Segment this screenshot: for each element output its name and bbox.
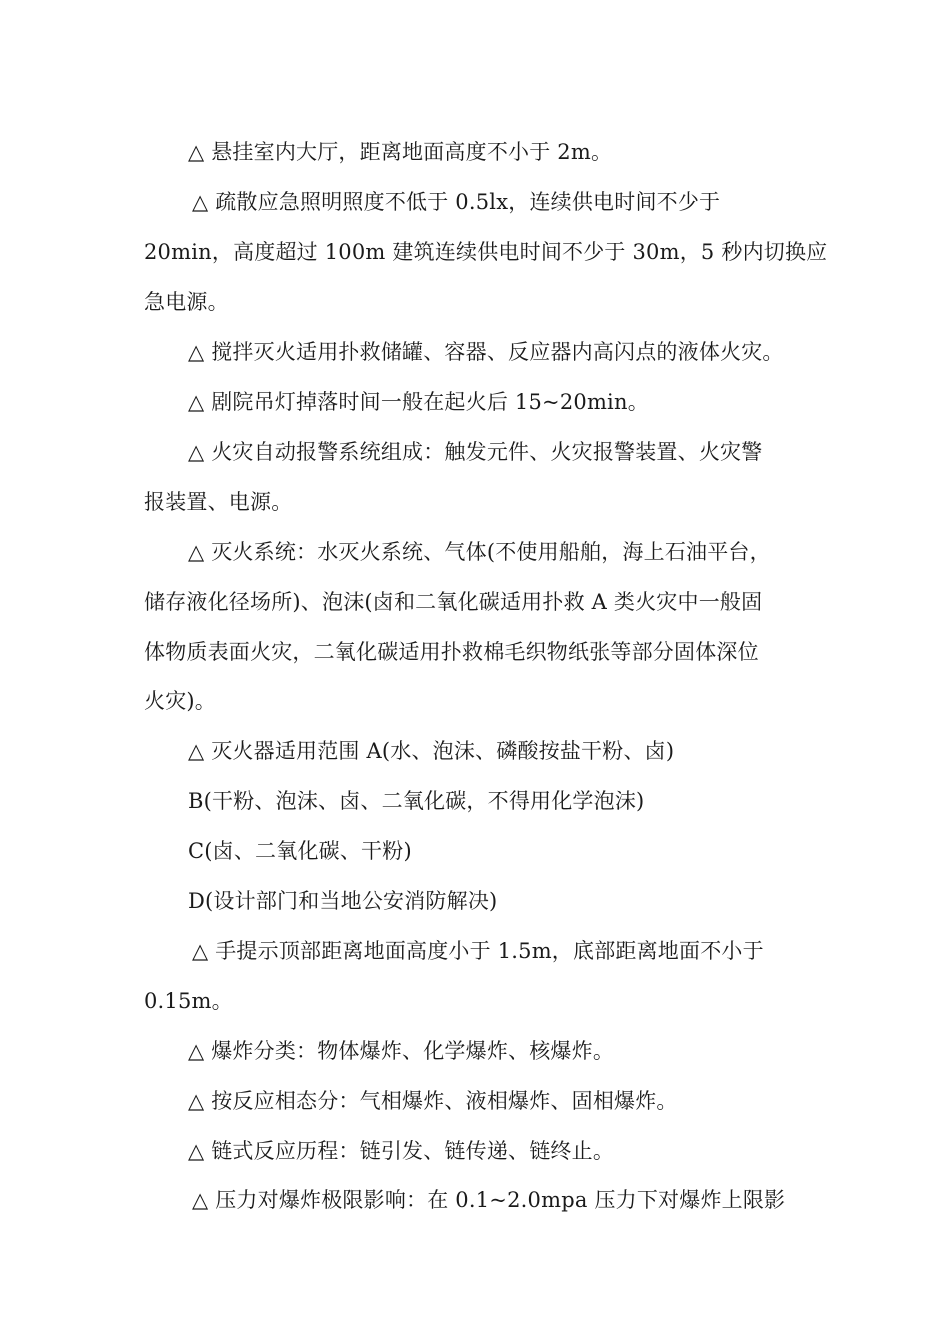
text-line: 储存液化径场所)、泡沫(卤和二氧化碳适用扑救 A 类火灾中一般固 bbox=[144, 590, 763, 614]
text-line: △ 链式反应历程：链引发、链传递、链终止。 bbox=[188, 1139, 615, 1163]
text-line: △ 悬挂室内大厅，距离地面高度不小于 2m。 bbox=[188, 140, 613, 164]
text-line: 20min，高度超过 100m 建筑连续供电时间不少于 30m，5 秒内切换应 bbox=[144, 240, 828, 264]
text-line: △ 压力对爆炸极限影响：在 0.1~2.0mpa 压力下对爆炸上限影 bbox=[192, 1188, 786, 1212]
text-line: C(卤、二氧化碳、干粉) bbox=[188, 839, 412, 863]
text-line: 报装置、电源。 bbox=[144, 490, 293, 514]
text-line: △ 火灾自动报警系统组成：触发元件、火灾报警装置、火灾警 bbox=[188, 440, 763, 464]
text-line: △ 剧院吊灯掉落时间一般在起火后 15~20min。 bbox=[188, 390, 649, 414]
text-line: 0.15m。 bbox=[144, 989, 233, 1013]
text-line: B(干粉、泡沫、卤、二氧化碳，不得用化学泡沫) bbox=[188, 789, 645, 813]
text-line: 体物质表面火灾，二氧化碳适用扑救棉毛织物纸张等部分固体深位 bbox=[144, 640, 759, 664]
text-line: 火灾)。 bbox=[144, 689, 216, 713]
text-line: △ 灭火系统：水灭火系统、气体(不使用船舶，海上石油平台， bbox=[188, 540, 771, 564]
text-line: △ 手提示顶部距离地面高度小于 1.5m，底部距离地面不小于 bbox=[192, 939, 764, 963]
text-line: △ 灭火器适用范围 A(水、泡沫、磷酸按盐干粉、卤) bbox=[188, 739, 675, 763]
text-line: △ 疏散应急照明照度不低于 0.5lx，连续供电时间不少于 bbox=[192, 190, 721, 214]
text-line: △ 按反应相态分：气相爆炸、液相爆炸、固相爆炸。 bbox=[188, 1089, 678, 1113]
text-line: △ 搅拌灭火适用扑救储罐、容器、反应器内高闪点的液体火灾。 bbox=[188, 340, 784, 364]
text-line: 急电源。 bbox=[144, 290, 229, 314]
text-line: D(设计部门和当地公安消防解决) bbox=[188, 889, 498, 913]
text-line: △ 爆炸分类：物体爆炸、化学爆炸、核爆炸。 bbox=[188, 1039, 615, 1063]
